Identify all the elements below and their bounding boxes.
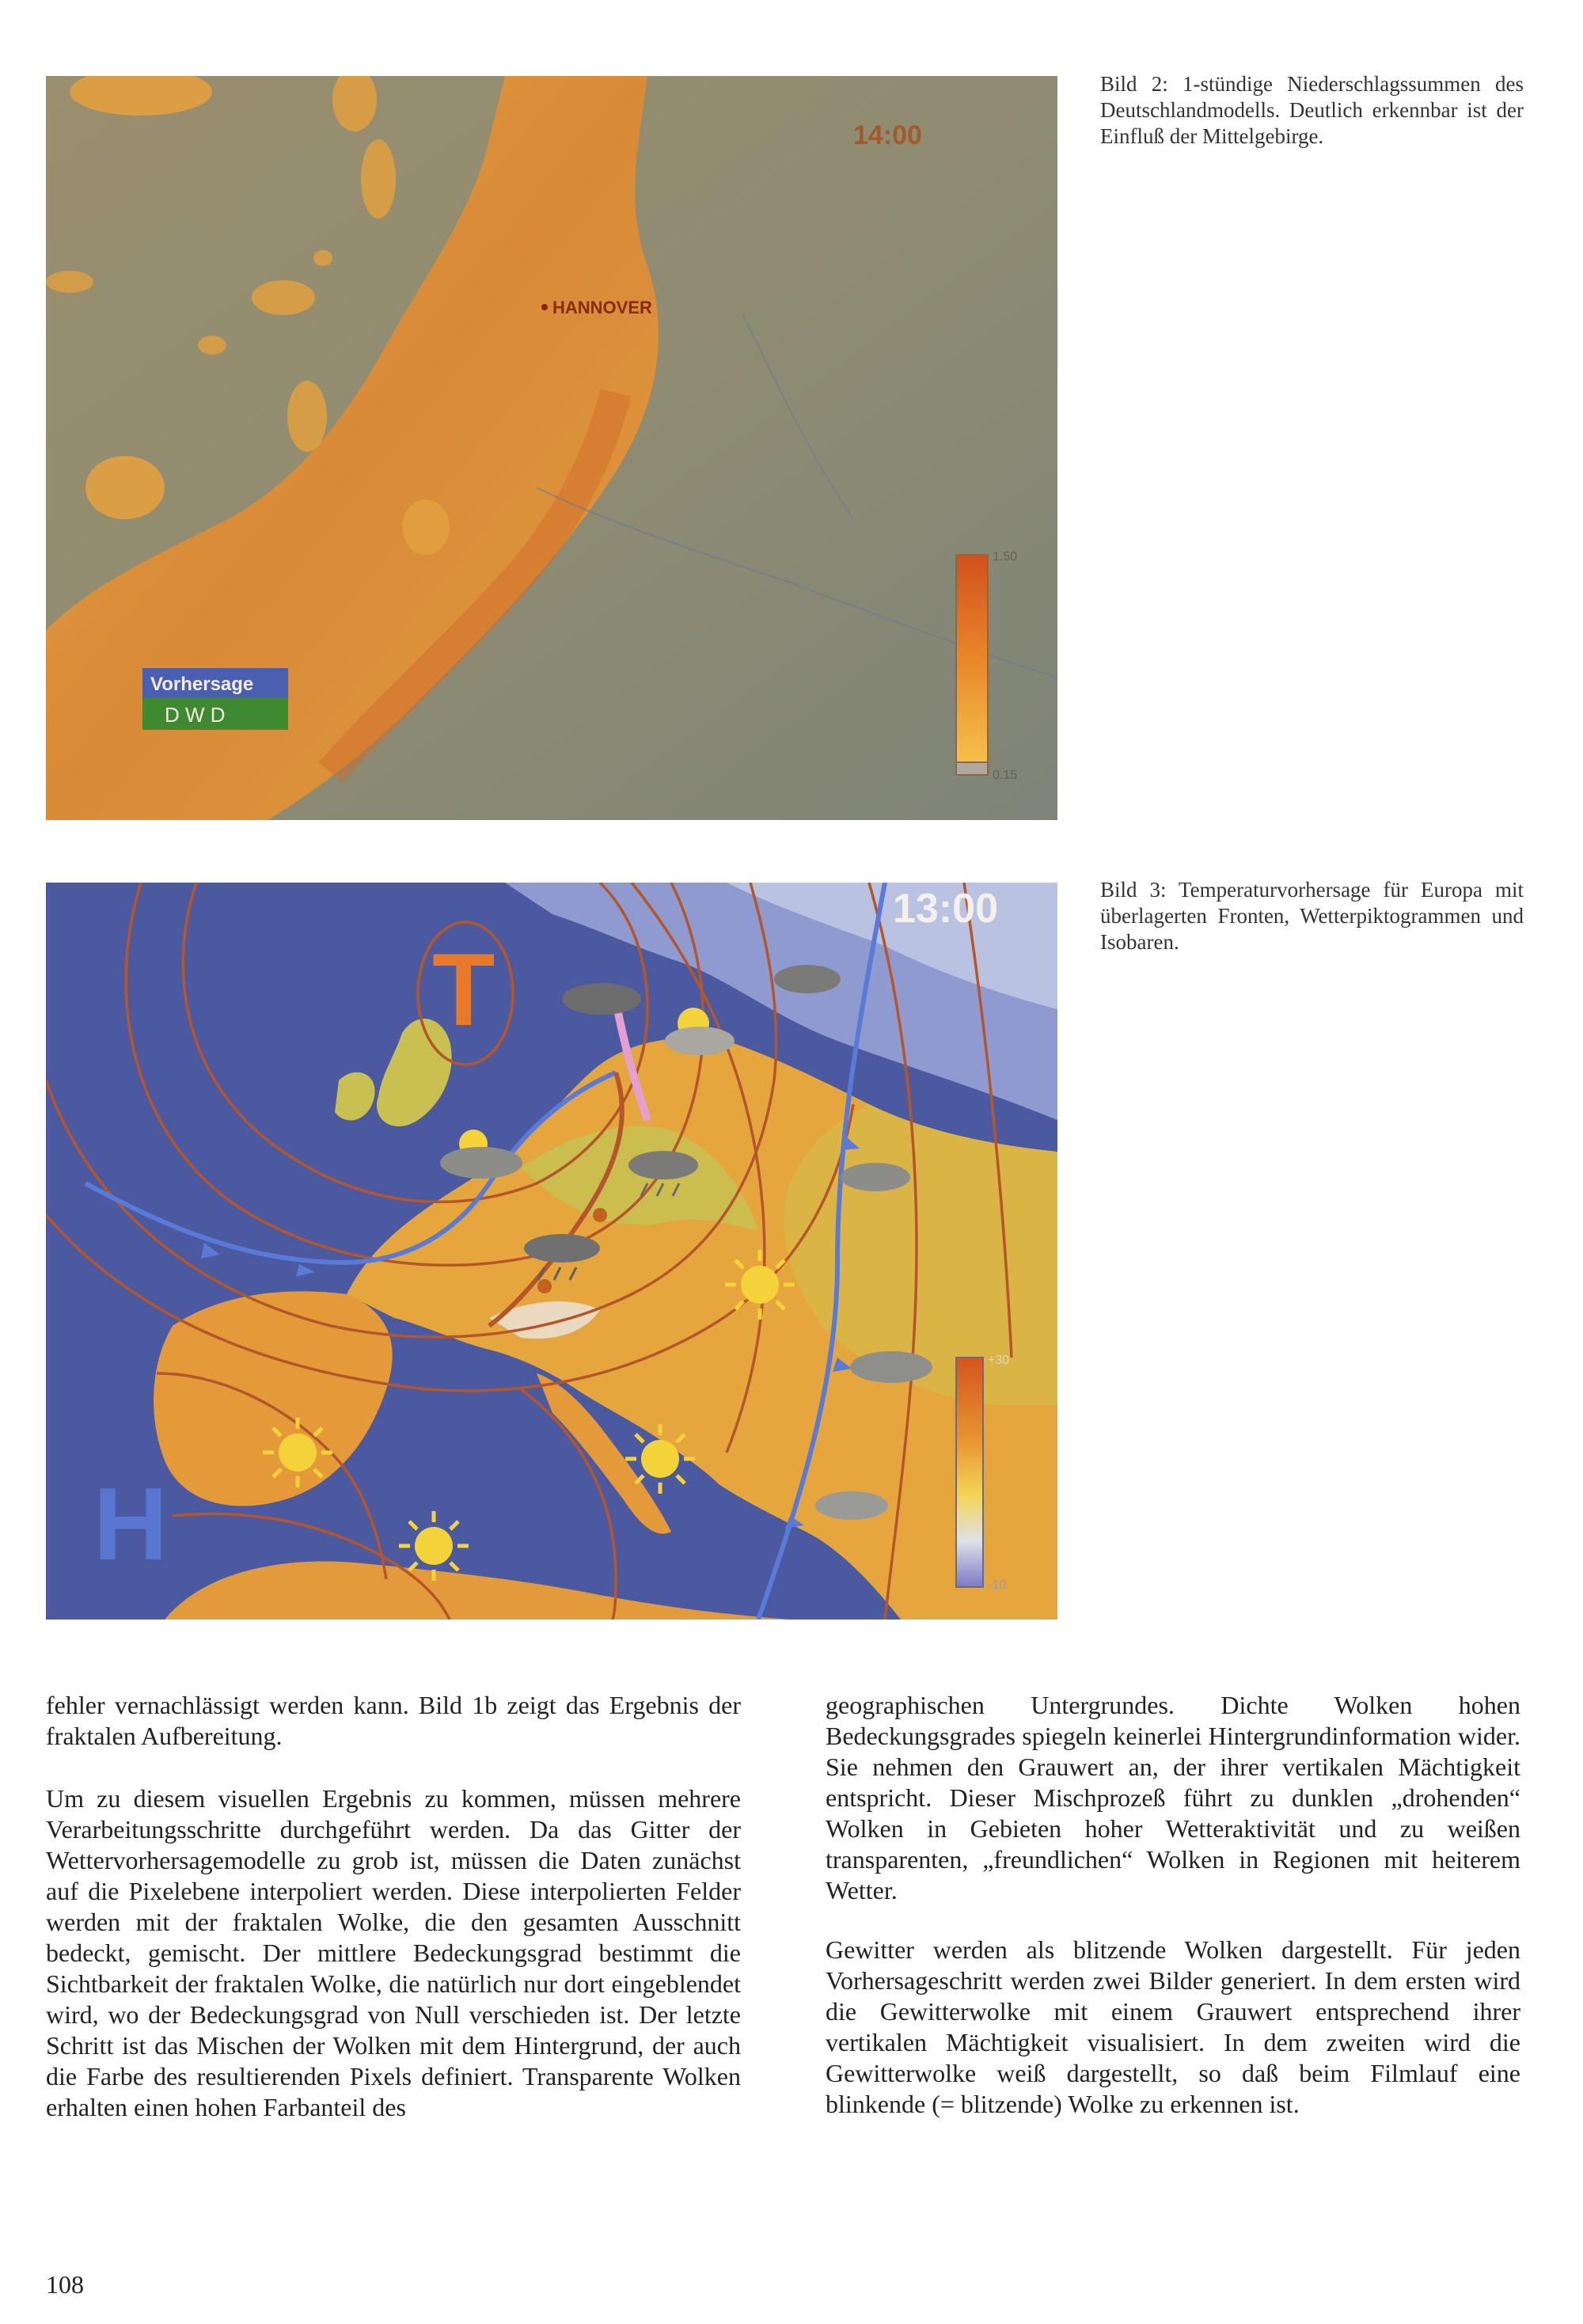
figure3-caption-text: Temperaturvorhersage für Europa mit überlagerten Fronten, Wetterpiktogrammen und Isobaren.: [1100, 878, 1524, 954]
figure3-time: 13:00: [893, 886, 998, 932]
scale-max-label: 1.50: [993, 550, 1018, 564]
cloud-icon: [774, 965, 841, 993]
figure2-time: 14:00: [853, 120, 922, 150]
paragraph: fehler vernachlässigt werden kann. Bild 1b zeigt das Ergebnis der fraktalen Aufbereitung.: [46, 1691, 741, 1750]
paragraph: Gewitter werden als blitzende Wolken dargestellt. Für jeden Vorhersageschritt werden zwei Bilder generiert. In dem ersten wird die Gewitterwolke mit einem Grauwert entsprechend ihrer vertikalen Mächtigkeit visualisiert. In dem zweiten wird die Gewitterwolke weiß dargestellt, so daß beim Filmlauf eine blinkende (= blitzende) Wolke zu erkennen ist.: [826, 1935, 1520, 2118]
figure2-caption-text: 1-stündige Niederschlagssummen des Deutschlandmodells. Deutlich erkennbar ist der Einfluß der Mittelgebirge.: [1100, 72, 1524, 148]
paragraph: Um zu diesem visuellen Ergebnis zu kommen, müssen mehrere Verarbeitungsschritte durchgeführt werden. Da das Gitter der Wettervorhersagemodelle zu grob ist, müssen die Daten zunächst auf die Pixelebene interpoliert werden. Diese interpolierten Felder werden mit der fraktalen Wolke, die den gesamten Ausschnitt bedeckt, gemischt. Der mittlere Bedeckungsgrad bestimmt die Sichtbarkeit der fraktalen Wolke, die natürlich nur dort eingeblendet wird, wo der Bedeckungsgrad von Null verschieden ist. Der letzte Schritt ist das Mischen der Wolken mit dem Hintergrund, der auch die Farbe des resultierenden Pixels definiert. Transparente Wolken erhalten einen hohen Farbanteil des: [46, 1784, 741, 2121]
figure2-caption: [1100, 71, 1524, 150]
body-column-left: [46, 1690, 741, 2151]
precipitation-map-graphic: [46, 76, 1057, 820]
low-pressure-symbol: T: [432, 932, 495, 1047]
badge-top-label: Vorhersage: [150, 674, 254, 695]
scale-min-label: 0.15: [993, 769, 1018, 782]
badge-bottom-label: D W D: [165, 703, 226, 727]
figure2-caption-label: Bild 2:: [1100, 72, 1168, 96]
page-number: 108: [46, 2270, 84, 2299]
high-pressure-symbol: H: [93, 1466, 168, 1582]
figure-precipitation-map: [46, 76, 1057, 820]
cloud-icon: [815, 1491, 888, 1520]
cloud-icon: [850, 1351, 932, 1383]
figure3-caption-label: Bild 3:: [1100, 878, 1167, 902]
sun-icon: [625, 1424, 695, 1494]
temperature-map-graphic: [46, 883, 1057, 1620]
temperature-scale-bar: [956, 1358, 983, 1587]
precipitation-scale-bar: [956, 555, 988, 762]
figure-temperature-map: [46, 883, 1057, 1620]
cloud-icon: [841, 1163, 910, 1191]
scale-min-label: -10: [988, 1578, 1007, 1592]
paragraph: geographischen Untergrundes. Dichte Wolken hohen Bedeckungsgrades spiegeln keinerlei Hintergrundinformation wider. Sie nehmen den Grauwert an, der ihrer vertikalen Mächtigkeit entspricht. Dieser Mischprozeß führt zu dunklen „drohenden“ Wolken in Gebieten hoher Wetteraktivität und zu weißen transparenten, „freundlichen“ Wolken in Regionen mit heiterem Wetter.: [826, 1691, 1520, 1904]
sun-icon: [725, 1250, 795, 1320]
sun-icon: [399, 1511, 469, 1581]
cloud-icon: [562, 983, 641, 1015]
body-column-right: [826, 1690, 1520, 2148]
scale-max-label: +30: [988, 1354, 1010, 1367]
city-label-hannover: HANNOVER: [552, 298, 652, 317]
sun-icon: [263, 1418, 332, 1487]
figure3-caption: [1100, 877, 1524, 955]
